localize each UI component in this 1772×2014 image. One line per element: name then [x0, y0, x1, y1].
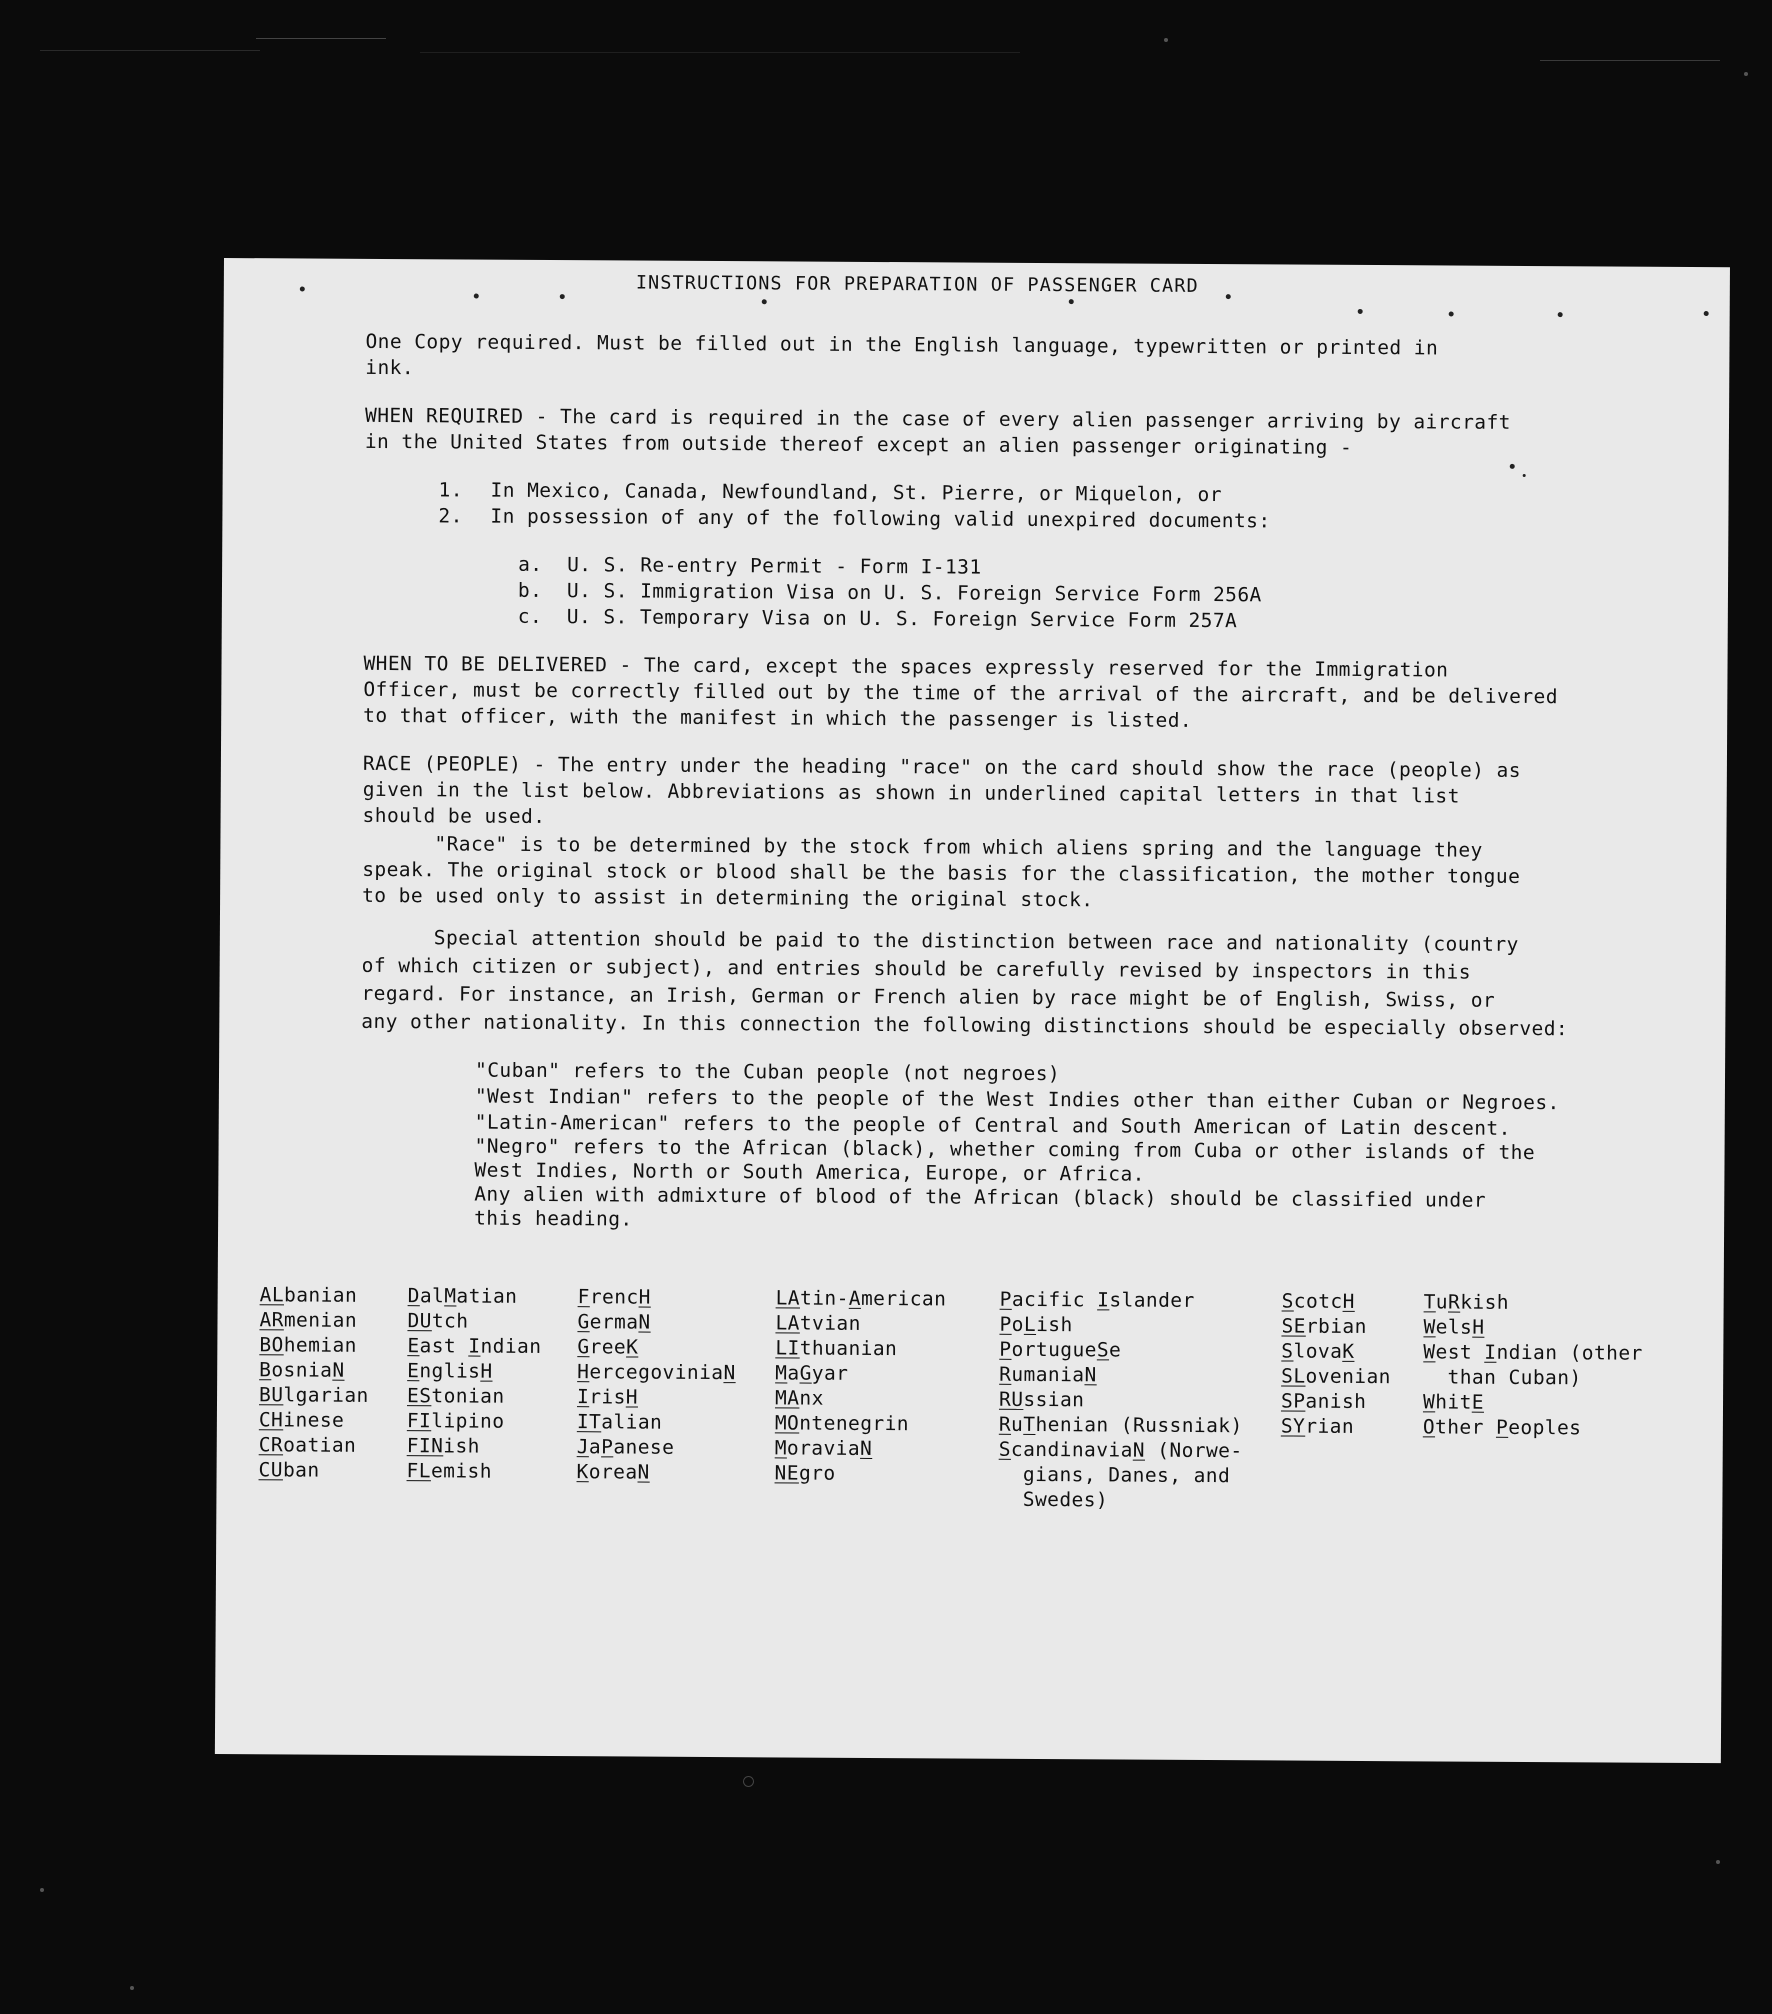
when-delivered-line-1: WHEN TO BE DELIVERED - The card, except the spaces expressly reserved for the Immigration	[363, 651, 1449, 682]
race-list-item: BosniaN	[259, 1358, 345, 1382]
race-list-item: LIthuanian	[775, 1336, 898, 1361]
when-required-line-2: in the United States from outside thereof except an alien passenger originating -	[364, 429, 1353, 459]
numbered-item-2-text: In possession of any of the following valid unexpired documents:	[490, 504, 1271, 533]
race-list-item: MaGyar	[775, 1361, 849, 1385]
race-list-item: WelsH	[1423, 1315, 1485, 1339]
race-list-item: FrencH	[577, 1285, 651, 1309]
race-list-item: NEgro	[774, 1461, 836, 1485]
race-list-item: RUssian	[998, 1387, 1085, 1412]
race-list-item: ALbanian	[259, 1283, 358, 1307]
speck	[1449, 311, 1454, 316]
race-list-item: West Indian (other	[1423, 1340, 1643, 1365]
race-list-item: LAtvian	[775, 1311, 861, 1335]
scan-line	[420, 52, 1020, 53]
speck	[1069, 299, 1074, 304]
race-list-item: DalMatian	[407, 1284, 518, 1308]
speck	[300, 286, 305, 291]
speck	[1164, 38, 1168, 42]
when-delivered-line-2: Officer, must be correctly filled out by the time of the arrival of the aircraft, and be delivered	[363, 677, 1559, 709]
special-attention-line-4: any other nationality. In this connection the following distinctions should be especially observed:	[361, 1009, 1569, 1041]
race-list-item: FINish	[406, 1434, 480, 1458]
scan-line	[256, 38, 386, 39]
race-list-item: FIlipino	[406, 1409, 505, 1433]
intro-line-2: ink.	[365, 355, 415, 380]
race-list-item: GermaN	[577, 1310, 651, 1334]
race-list-item: ScotcH	[1281, 1289, 1355, 1313]
special-attention-line-1: Special attention should be paid to the distinction between race and nationality (country	[433, 926, 1519, 956]
numbered-item-2-number: 2.	[438, 504, 463, 528]
race-list-item: MAnx	[774, 1386, 824, 1410]
distinction-admixture-line-2: this heading.	[474, 1206, 633, 1231]
distinction-cuban: "Cuban" refers to the Cuban people (not negroes)	[474, 1058, 1061, 1086]
race-list-item: SlovaK	[1281, 1339, 1355, 1363]
distinction-admixture-line-1: Any alien with admixture of blood of the African (black) should be classified under	[474, 1182, 1487, 1212]
race-list-item: ITalian	[576, 1410, 663, 1434]
special-attention-line-3: regard. For instance, an Irish, German or French alien by race might be of English, Swiss, or	[361, 981, 1496, 1012]
hole-punch-mark	[743, 1776, 754, 1787]
race-list-item: FLemish	[406, 1459, 493, 1483]
numbered-item-1-number: 1.	[438, 478, 464, 502]
page-title: INSTRUCTIONS FOR PREPARATION OF PASSENGER CARD	[635, 272, 1199, 297]
race-list-item: EnglisH	[407, 1359, 493, 1383]
race-list-item: East Indian	[407, 1334, 542, 1358]
race-list-item: GreeK	[577, 1335, 639, 1359]
race-list-item: SYrian	[1280, 1414, 1355, 1438]
when-delivered-line-3: to that officer, with the manifest in which the passenger is listed.	[363, 703, 1193, 732]
race-people-line-1: RACE (PEOPLE) - The entry under the heading "race" on the card should show the race (people) as	[362, 751, 1522, 782]
distinction-latin-american: "Latin-American" refers to the people of Central and South American of Latin descent.	[474, 1110, 1511, 1140]
race-list-item: Pacific Islander	[999, 1287, 1195, 1312]
speck	[560, 294, 565, 299]
race-list-item: KoreaN	[576, 1460, 650, 1484]
speck	[474, 294, 479, 299]
race-list-item: LAtin-American	[775, 1286, 947, 1311]
scan-line	[1540, 60, 1720, 61]
special-attention-line-2: of which citizen or subject), and entries should be carefully revised by inspectors in this	[361, 953, 1472, 984]
lettered-item-c-text: U. S. Temporary Visa on U. S. Foreign Service Form 257A	[566, 605, 1238, 633]
race-list-item: ScandinaviaN (Norwe-	[998, 1437, 1243, 1463]
speck	[1716, 1860, 1720, 1864]
race-list-item: BUlgarian	[258, 1383, 369, 1407]
speck	[40, 1888, 44, 1892]
race-definition-line-1: "Race" is to be determined by the stock from which aliens spring and the language they	[434, 832, 1483, 862]
race-definition-line-3: to be used only to assist in determining the original stock.	[362, 883, 1094, 912]
distinction-negro-line-2: West Indies, North or South America, Europe, or Africa.	[474, 1158, 1145, 1186]
distinction-west-indian: "West Indian" refers to the people of the West Indies other than either Cuban or Negroes.	[474, 1084, 1560, 1115]
lettered-item-a-letter: a.	[518, 552, 543, 576]
race-list-item: TuRkish	[1423, 1290, 1510, 1314]
race-list-item: EStonian	[406, 1384, 505, 1408]
speck	[1744, 72, 1748, 76]
race-list-item: MOntenegrin	[774, 1411, 910, 1436]
race-list-item: CRoatian	[258, 1433, 357, 1457]
race-list-item: Other Peoples	[1422, 1415, 1582, 1440]
race-list-item: CUban	[258, 1458, 320, 1482]
race-list-item: CHinese	[258, 1408, 345, 1432]
race-list-item: PortugueSe	[999, 1337, 1122, 1362]
race-definition-line-2: speak. The original stock or blood shall be the basis for the classification, the mother tongue	[362, 857, 1521, 888]
race-list-item: SErbian	[1281, 1314, 1367, 1339]
race-list-item: ARmenian	[259, 1308, 358, 1332]
lettered-item-a-text: U. S. Re-entry Permit - Form I-131	[567, 553, 982, 579]
when-required-line-1: WHEN REQUIRED - The card is required in the case of every alien passenger arriving by aircraft	[364, 403, 1511, 434]
race-list-item: gians, Danes, and	[998, 1462, 1231, 1488]
race-list-item: RuThenian (Russniak)	[998, 1412, 1243, 1438]
speck	[1226, 294, 1231, 299]
intro-line-1: One Copy required. Must be filled out in the English language, typewritten or printed in	[365, 329, 1439, 360]
race-list-item: MoraviaN	[774, 1436, 873, 1460]
race-list-item: Swedes)	[998, 1487, 1109, 1512]
passenger-card-instructions-sheet	[215, 258, 1730, 1763]
speck	[1558, 312, 1563, 317]
race-list-item: SLovenian	[1281, 1364, 1391, 1389]
lettered-item-b-text: U. S. Immigration Visa on U. S. Foreign Service Form 256A	[566, 579, 1262, 607]
race-list-item: DUtch	[407, 1309, 469, 1333]
race-list-item: HercegoviniaN	[577, 1360, 736, 1385]
speck	[1523, 474, 1526, 477]
numbered-item-1-text: In Mexico, Canada, Newfoundland, St. Pierre, or Miquelon, or	[490, 478, 1223, 507]
race-list-item: than Cuban)	[1423, 1365, 1582, 1390]
race-list-item: RumaniaN	[999, 1362, 1097, 1387]
speck	[1704, 311, 1709, 316]
race-list-item: WhitE	[1422, 1390, 1485, 1414]
race-list-item: IrisH	[576, 1385, 639, 1409]
race-list-item: SPanish	[1280, 1389, 1367, 1413]
speck	[130, 1986, 134, 1990]
lettered-item-c-letter: c.	[517, 604, 543, 628]
distinction-negro-line-1: "Negro" refers to the African (black), whether coming from Cuba or other islands of the	[474, 1134, 1536, 1165]
speck	[1510, 464, 1515, 469]
race-list-item: BOhemian	[259, 1333, 357, 1357]
race-people-line-3: should be used.	[362, 803, 546, 828]
race-list-item: JaPanese	[576, 1435, 675, 1459]
race-people-line-2: given in the list below. Abbreviations as shown in underlined capital letters in that list	[362, 777, 1460, 808]
speck	[762, 299, 767, 304]
scan-line	[40, 50, 260, 51]
lettered-item-b-letter: b.	[517, 578, 543, 602]
race-list-item: PoLish	[999, 1312, 1073, 1337]
speck	[1358, 309, 1363, 314]
